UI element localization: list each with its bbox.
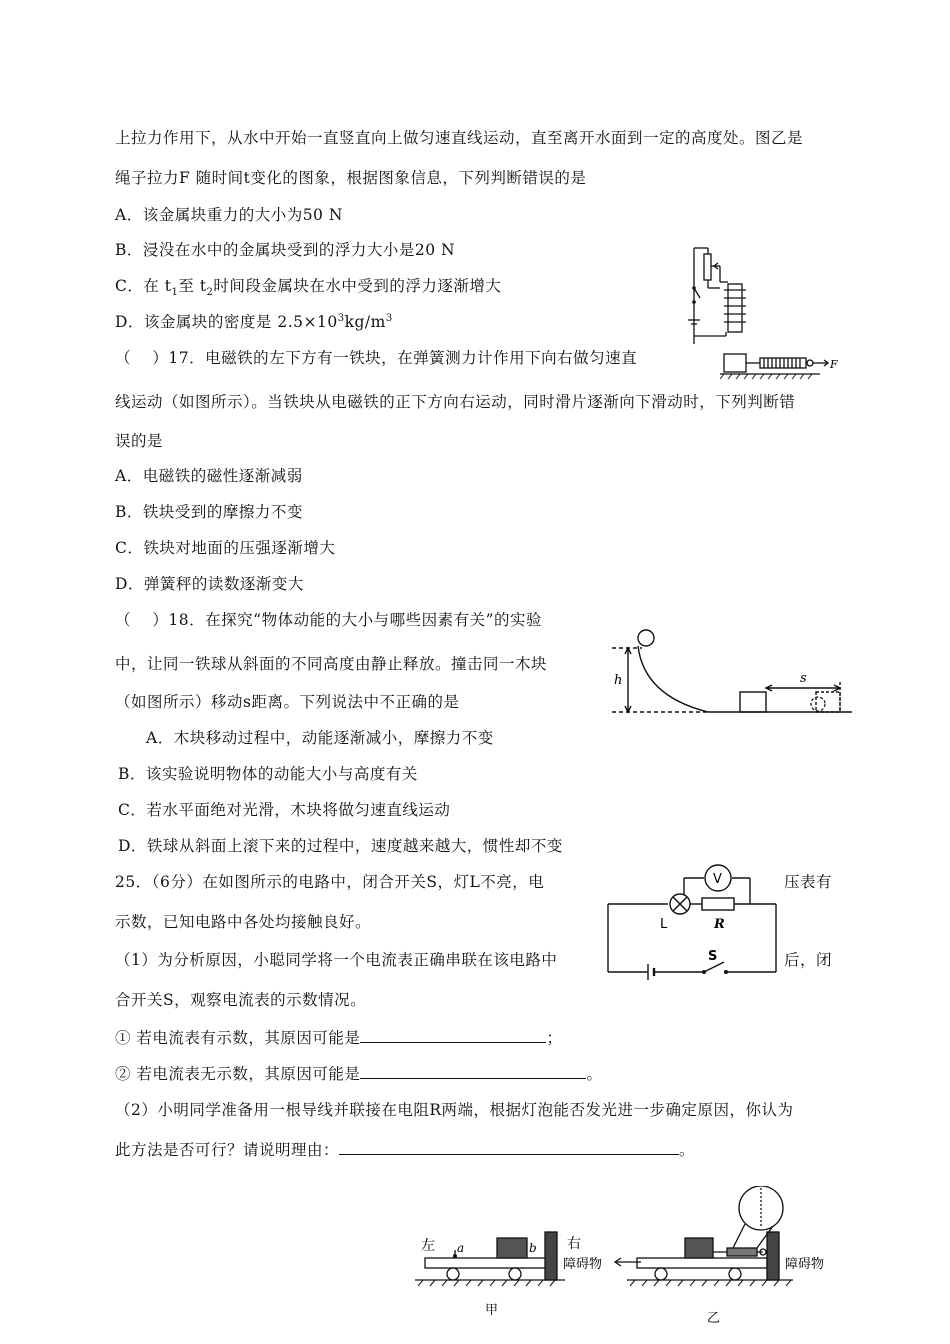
q25-item1: ① 若电流表有示数，其原因可能是 ； xyxy=(115,1029,563,1047)
lamp-label: L xyxy=(660,917,668,932)
q16-option-a: A．该金属块重力的大小为50 N xyxy=(115,206,343,224)
answer-blank-2[interactable] xyxy=(360,1064,586,1079)
q16-line2: 绳子拉力F 随时间t变化的图象，根据图象信息，下列判断错误的是 xyxy=(115,169,587,187)
q25-line2: 示数，已知电路中各处均接触良好。 xyxy=(115,913,372,931)
obstacle-label-1: 障碍物 xyxy=(563,1257,603,1272)
q25-line1: 25．（6分）在如图所示的电路中，闭合开关S，灯L不亮，电 xyxy=(115,873,545,891)
q18-line3: （如图所示）移动s距离。下列说法中不正确的是 xyxy=(115,693,460,711)
q18-option-c: C．若水平面绝对光滑，木块将做匀速直线运动 xyxy=(118,801,451,819)
q25-line6: 此方法是否可行？请说明理由： 。 xyxy=(115,1141,696,1159)
right-label: 右 xyxy=(567,1236,581,1252)
point-a-label: a xyxy=(457,1241,465,1255)
q25-item2: ② 若电流表无示数，其原因可能是 。 xyxy=(115,1065,603,1083)
q18-option-a: A．木块移动过程中，动能逐渐减小，摩擦力不变 xyxy=(146,729,494,747)
switch-label: S xyxy=(708,949,718,964)
cart-obstacle-figure xyxy=(415,1186,855,1344)
incline-ball-figure xyxy=(608,626,856,722)
obstacle-label-2: 障碍物 xyxy=(785,1257,825,1272)
height-label: h xyxy=(614,673,623,688)
q17-line1: （ ）17．电磁铁的左下方有一铁块，在弹簧测力计作用下向右做匀速直 xyxy=(115,349,638,367)
figure-jia-label: 甲 xyxy=(485,1303,499,1318)
electromagnet-circuit-figure xyxy=(682,244,752,344)
q17-option-b: B．铁块受到的摩擦力不变 xyxy=(115,503,303,521)
q16-option-b: B．浸没在水中的金属块受到的浮力大小是20 N xyxy=(115,241,456,259)
q17-line2: 线运动（如图所示）。当铁块从电磁铁的正下方向右运动，同时滑片逐渐向下滑动时，下列判断错 xyxy=(115,393,796,411)
figure-yi-label: 乙 xyxy=(707,1311,721,1326)
q25-line4: 合开关S，观察电流表的示数情况。 xyxy=(115,991,367,1009)
resistor-label: R xyxy=(714,917,725,932)
distance-label: s xyxy=(800,671,807,686)
force-label: F xyxy=(830,358,838,371)
answer-blank-3[interactable] xyxy=(339,1140,679,1155)
q17-option-d: D．弹簧秤的读数逐渐变大 xyxy=(115,575,304,593)
q25-line5: （2）小明同学准备用一根导线并联接在电阻R两端，根据灯泡能否发光进一步确定原因，你认为 xyxy=(115,1101,794,1119)
q17-option-c: C．铁块对地面的压强逐渐增大 xyxy=(115,539,336,557)
q16-option-d: D．该金属块的密度是 $2.5\times 10^3kg/m^3$ xyxy=(115,312,393,331)
q25-line3: （1）为分析原因，小聪同学将一个电流表正确串联在该电路中 xyxy=(115,951,558,969)
q16-option-c: C．在 $t_1$至 $t_2$时间段金属块在水中受到的浮力逐渐增大 xyxy=(115,277,502,299)
q18-line2: 中，让同一铁球从斜面的不同高度由静止释放。撞击同一木块 xyxy=(115,655,548,673)
q18-line1: （ ）18．在探究“物体动能的大小与哪些因素有关”的实验 xyxy=(115,611,543,629)
left-label: 左 xyxy=(421,1238,435,1254)
answer-blank-1[interactable] xyxy=(360,1028,546,1043)
q16-line1: 上拉力作用下，从水中开始一直竖直向上做匀速直线运动，直至离开水面到一定的高度处。图乙是 xyxy=(115,129,804,147)
circuit-figure xyxy=(600,862,780,982)
q17-option-a: A．电磁铁的磁性逐渐减弱 xyxy=(115,467,303,485)
voltmeter-label: V xyxy=(713,872,722,887)
q18-option-b: B．该实验说明物体的动能大小与高度有关 xyxy=(118,765,418,783)
q18-option-d: D．铁球从斜面上滚下来的过程中，速度越来越大，惯性却不变 xyxy=(118,837,563,855)
q17-line3: 误的是 xyxy=(115,432,164,450)
point-b-label: b xyxy=(529,1241,537,1255)
spring-scale-figure xyxy=(720,348,850,384)
q25-line3-end: 后，闭 xyxy=(784,951,833,969)
q25-line1-end: 压表有 xyxy=(784,873,833,891)
